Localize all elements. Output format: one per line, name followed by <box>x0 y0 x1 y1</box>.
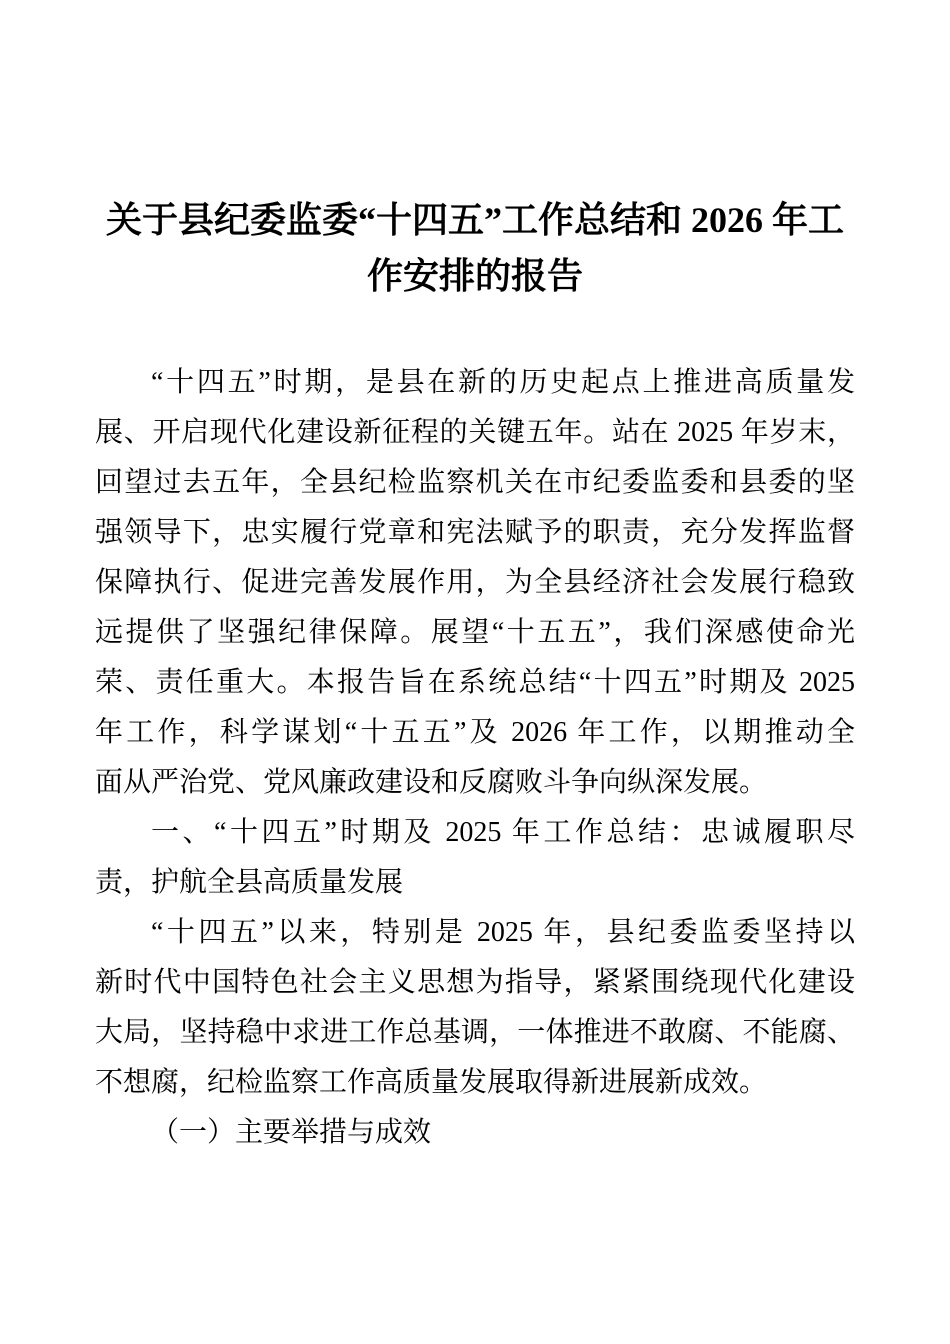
body-line: 展、开启现代化建设新征程的关键五年。站在 2025 年岁末， <box>95 417 855 448</box>
page-title-line-1: 关于县纪委监委“十四五”工作总结和 2026 年工 <box>105 200 844 240</box>
subsection-1-heading-line: （一）主要举措与成效 <box>151 1117 432 1148</box>
page-title-line-2: 作安排的报告 <box>366 256 583 296</box>
body-line: “十四五”时期，是县在新的历史起点上推进高质量发 <box>151 367 855 398</box>
section-1-heading-line-2: 责，护航全县高质量发展 <box>95 867 404 898</box>
body-line: 远提供了坚强纪律保障。展望“十五五”，我们深感使命光 <box>95 617 855 648</box>
body-line: 不想腐，纪检监察工作高质量发展取得新进展新成效。 <box>95 1067 768 1098</box>
body-line: 面从严治党、党风廉政建设和反腐败斗争向纵深发展。 <box>95 767 768 798</box>
document-title <box>0 192 950 304</box>
body-line: 大局，坚持稳中求进工作总基调，一体推进不敢腐、不能腐、 <box>95 1017 855 1048</box>
body-line: 回望过去五年，全县纪检监察机关在市纪委监委和县委的坚 <box>95 467 855 498</box>
document-body <box>95 358 855 1158</box>
body-line: 保障执行、促进完善发展作用，为全县经济社会发展行稳致 <box>95 567 855 598</box>
body-line: 新时代中国特色社会主义思想为指导，紧紧围绕现代化建设 <box>95 967 855 998</box>
body-line: “十四五”以来，特别是 2025 年，县纪委监委坚持以 <box>151 917 855 948</box>
body-line: 年工作，科学谋划“十五五”及 2026 年工作，以期推动全 <box>95 717 855 748</box>
section-1-heading-line-1: 一、“十四五”时期及 2025 年工作总结：忠诚履职尽 <box>151 817 855 848</box>
body-line: 强领导下，忠实履行党章和宪法赋予的职责，充分发挥监督 <box>95 517 855 548</box>
body-line: 荣、责任重大。本报告旨在系统总结“十四五”时期及 2025 <box>95 667 855 698</box>
